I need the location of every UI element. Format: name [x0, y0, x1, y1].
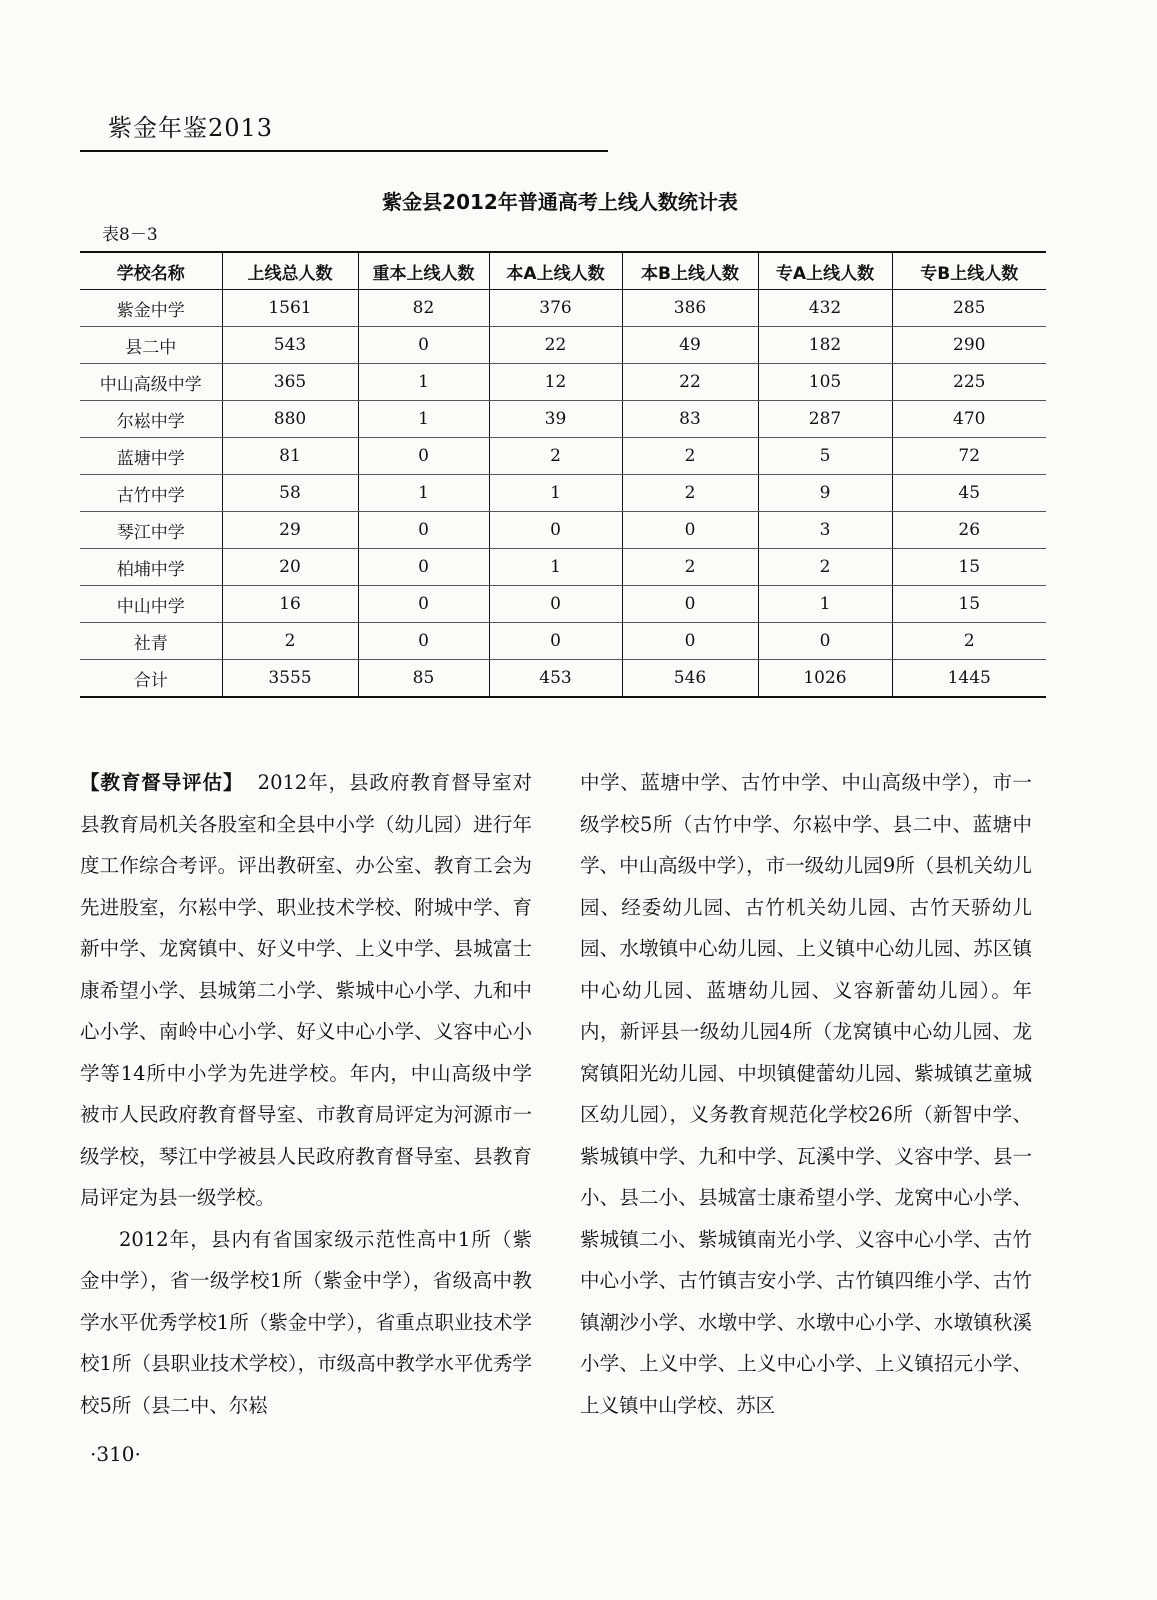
- paragraph: [80, 762, 532, 1219]
- school-name-cell: 县二中: [80, 327, 222, 364]
- count-cell: 22: [622, 364, 758, 401]
- section-heading: 【教育督导评估】: [80, 771, 244, 794]
- school-name-cell: 古竹中学: [80, 475, 222, 512]
- count-cell: 546: [622, 660, 758, 698]
- table-row: [80, 401, 1046, 438]
- text-column-left: [80, 762, 532, 1426]
- count-cell: 49: [622, 327, 758, 364]
- table-row: [80, 475, 1046, 512]
- header-total: 上线总人数: [222, 252, 358, 290]
- count-cell: 880: [222, 401, 358, 438]
- table-number: 表8－3: [102, 225, 158, 245]
- school-name-cell: 紫金中学: [80, 290, 222, 327]
- table-title: 紫金县2012年普通高考上线人数统计表: [382, 190, 738, 214]
- count-cell: 0: [758, 623, 892, 660]
- count-cell: 182: [758, 327, 892, 364]
- count-cell: 82: [358, 290, 489, 327]
- count-cell: 0: [489, 512, 622, 549]
- count-cell: 26: [892, 512, 1046, 549]
- count-cell: 5: [758, 438, 892, 475]
- count-cell: 1: [358, 401, 489, 438]
- count-cell: 225: [892, 364, 1046, 401]
- paragraph-text: 2012年，县政府教育督导室对县教育局机关各股室和全县中小学（幼儿园）进行年度工作综合考评。评出教研室、办公室、教育工会为先进股室，尔崧中学、职业技术学校、附城中学、育新中学、龙窝镇中、好义中学、上义中学、县城富士康希望小学、县城第二小学、紫城中心小学、九和中心小学、南岭中心小学、好义中心小学、义容中心小学等14所中小学为先进学校。年内，中山高级中学被市人民政府教育督导室、市教育局评定为河源市一级学校，琴江中学被县人民政府教育督导室、县教育局评定为县一级学校。: [80, 771, 532, 1209]
- count-cell: 1: [358, 475, 489, 512]
- count-cell: 105: [758, 364, 892, 401]
- count-cell: 285: [892, 290, 1046, 327]
- count-cell: 0: [358, 549, 489, 586]
- count-cell: 543: [222, 327, 358, 364]
- table-row: [80, 623, 1046, 660]
- school-name-cell: 中山中学: [80, 586, 222, 623]
- count-cell: 2: [892, 623, 1046, 660]
- table-row: [80, 586, 1046, 623]
- count-cell: 2: [489, 438, 622, 475]
- count-cell: 2: [758, 549, 892, 586]
- count-cell: 9: [758, 475, 892, 512]
- count-cell: 2: [622, 475, 758, 512]
- header-undergrad-b: 本B上线人数: [622, 252, 758, 290]
- count-cell: 72: [892, 438, 1046, 475]
- table-row: [80, 549, 1046, 586]
- table-body: [80, 290, 1046, 698]
- header-rule: [80, 150, 608, 152]
- count-cell: 290: [892, 327, 1046, 364]
- header-college-b: 专B上线人数: [892, 252, 1046, 290]
- count-cell: 1: [358, 364, 489, 401]
- count-cell: 376: [489, 290, 622, 327]
- table-row: [80, 327, 1046, 364]
- count-cell: 1: [489, 475, 622, 512]
- count-cell: 287: [758, 401, 892, 438]
- count-cell: 2: [622, 549, 758, 586]
- school-name-cell: 蓝塘中学: [80, 438, 222, 475]
- page-number: ·310·: [90, 1442, 141, 1466]
- count-cell: 453: [489, 660, 622, 698]
- count-cell: 432: [758, 290, 892, 327]
- count-cell: 1: [489, 549, 622, 586]
- paragraph: 中学、蓝塘中学、古竹中学、中山高级中学），市一级学校5所（古竹中学、尔崧中学、县二中、蓝塘中学、中山高级中学），市一级幼儿园9所（县机关幼儿园、经委幼儿园、古竹机关幼儿园、古竹天骄幼儿园、水墩镇中心幼儿园、上义镇中心幼儿园、苏区镇中心幼儿园、蓝塘幼儿园、义容新蕾幼儿园）。年内，新评县一级幼儿园4所（龙窝镇中心幼儿园、龙窝镇阳光幼儿园、中坝镇健蕾幼儿园、紫城镇艺童城区幼儿园），义务教育规范化学校26所（新智中学、紫城镇中学、九和中学、瓦溪中学、义容中学、县一小、县二小、县城富士康希望小学、龙窝中心小学、紫城镇二小、紫城镇南光小学、义容中心小学、古竹中心小学、古竹镇吉安小学、古竹镇四维小学、古竹镇潮沙小学、水墩中学、水墩中心小学、水墩镇秋溪小学、上义中学、上义中心小学、上义镇招元小学、上义镇中山学校、苏区: [580, 771, 1032, 1417]
- count-cell: 1026: [758, 660, 892, 698]
- table-row: [80, 438, 1046, 475]
- count-cell: 0: [358, 586, 489, 623]
- statistics-table: [80, 251, 1046, 698]
- count-cell: 20: [222, 549, 358, 586]
- table-row: [80, 290, 1046, 327]
- count-cell: 0: [622, 512, 758, 549]
- count-cell: 365: [222, 364, 358, 401]
- table-header-row: [80, 252, 1046, 290]
- header-undergrad-a: 本A上线人数: [489, 252, 622, 290]
- count-cell: 3555: [222, 660, 358, 698]
- count-cell: 0: [622, 586, 758, 623]
- count-cell: 0: [489, 623, 622, 660]
- count-cell: 386: [622, 290, 758, 327]
- count-cell: 1445: [892, 660, 1046, 698]
- school-name-cell: 社青: [80, 623, 222, 660]
- header-school-name: 学校名称: [80, 252, 222, 290]
- table-header: [80, 252, 1046, 290]
- count-cell: 0: [358, 623, 489, 660]
- count-cell: 0: [358, 512, 489, 549]
- count-cell: 81: [222, 438, 358, 475]
- school-name-cell: 中山高级中学: [80, 364, 222, 401]
- count-cell: 470: [892, 401, 1046, 438]
- count-cell: 45: [892, 475, 1046, 512]
- running-head: 紫金年鉴2013: [108, 114, 274, 142]
- count-cell: 15: [892, 586, 1046, 623]
- count-cell: 58: [222, 475, 358, 512]
- text-column-right: [580, 762, 1032, 1426]
- header-college-a: 专A上线人数: [758, 252, 892, 290]
- count-cell: 1: [758, 586, 892, 623]
- count-cell: 29: [222, 512, 358, 549]
- count-cell: 22: [489, 327, 622, 364]
- count-cell: 3: [758, 512, 892, 549]
- count-cell: 16: [222, 586, 358, 623]
- count-cell: 15: [892, 549, 1046, 586]
- school-name-cell: 柏埔中学: [80, 549, 222, 586]
- count-cell: 2: [222, 623, 358, 660]
- count-cell: 0: [358, 327, 489, 364]
- table-row: [80, 364, 1046, 401]
- school-name-cell: 尔崧中学: [80, 401, 222, 438]
- table-row: [80, 660, 1046, 698]
- count-cell: 0: [358, 438, 489, 475]
- count-cell: 39: [489, 401, 622, 438]
- school-name-cell: 琴江中学: [80, 512, 222, 549]
- header-key-university: 重本上线人数: [358, 252, 489, 290]
- count-cell: 2: [622, 438, 758, 475]
- table-row: [80, 512, 1046, 549]
- count-cell: 83: [622, 401, 758, 438]
- count-cell: 12: [489, 364, 622, 401]
- count-cell: 0: [489, 586, 622, 623]
- count-cell: 0: [622, 623, 758, 660]
- paragraph: 2012年，县内有省国家级示范性高中1所（紫金中学），省一级学校1所（紫金中学），省级高中教学水平优秀学校1所（紫金中学），省重点职业技术学校1所（县职业技术学校），市级高中教学水平优秀学校5所（县二中、尔崧: [80, 1227, 532, 1417]
- count-cell: 85: [358, 660, 489, 698]
- school-name-cell: 合计: [80, 660, 222, 698]
- count-cell: 1561: [222, 290, 358, 327]
